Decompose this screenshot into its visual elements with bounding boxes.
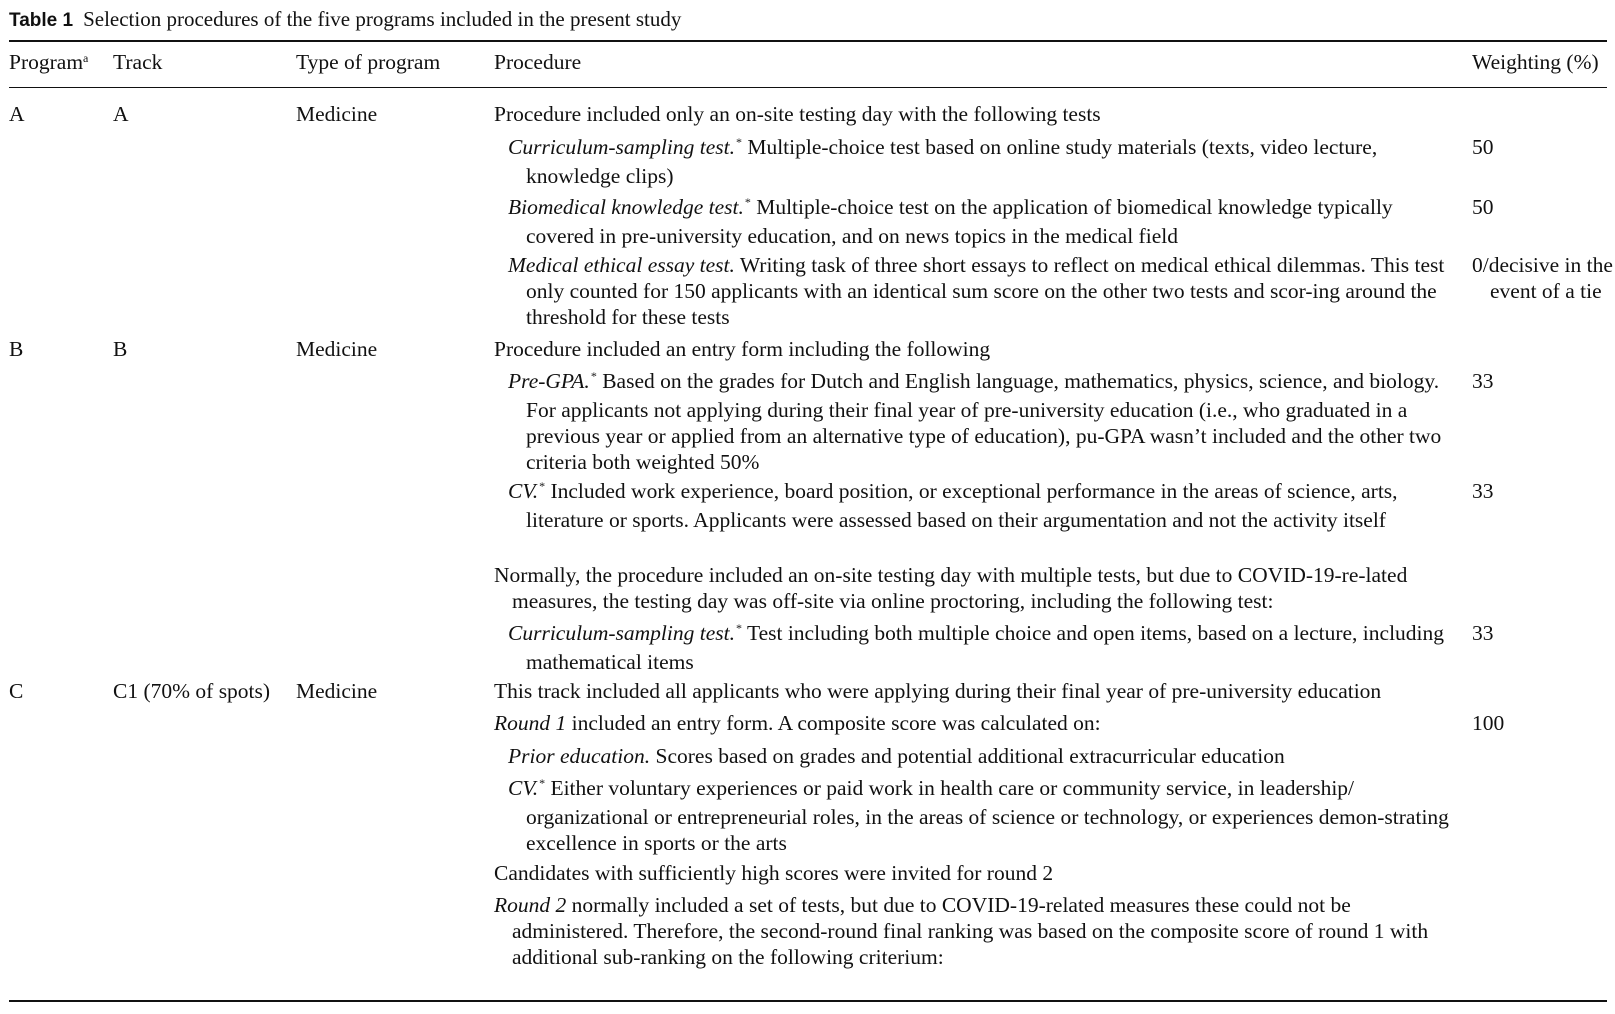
top-rule	[9, 40, 1607, 42]
row-b-program: B	[9, 337, 24, 361]
row-a-track: A	[113, 102, 129, 126]
row-c-prior-education: Prior education. Scores based on grades and potential additional extracurricular education	[508, 744, 1285, 768]
row-a-item-2: Biomedical knowledge test.* Multiple-choice test on the application of biomedical knowledge typically covered in pre-university education, and on news topics in the medical field	[508, 195, 1393, 248]
footnote-marker: a	[83, 51, 89, 65]
row-c-type: Medicine	[296, 679, 378, 703]
row-c-round2: Round 2 normally included a set of tests, but due to COVID-19-related measures these could not be administered. Therefore, the second-round final ranking was based on the composite score of round 1 with additional sub-ranking on the following criterium:	[494, 893, 1429, 969]
row-c-round1: Round 1 included an entry form. A composite score was calculated on:	[494, 711, 1101, 735]
header-program: Program$^a$	[9, 50, 89, 74]
row-c-round1-weight: 100	[1472, 711, 1505, 735]
bottom-rule	[9, 1000, 1607, 1002]
row-c-program: C	[9, 679, 24, 703]
row-a-program: A	[9, 102, 25, 126]
row-b-intro: Procedure included an entry form including the following	[494, 337, 991, 361]
row-c-cv: CV.* Either voluntary experiences or paid work in health care or community service, in leadership/ organizational or entrepreneurial roles, in the areas of science or technology, or experiences demon-strating excellence in sports or the arts	[508, 776, 1449, 855]
row-b-item-2: CV.* Included work experience, board position, or exceptional performance in the areas of science, arts, literature or sports. Applicants were assessed based on their argumentation and not the activity itself	[508, 479, 1398, 532]
row-b-weight-2: 33	[1472, 479, 1494, 503]
header-weighting: Weighting (%)	[1472, 50, 1599, 74]
row-b-weight-1: 33	[1472, 369, 1494, 393]
row-c-intro: This track included all applicants who were applying during their final year of pre-university education	[494, 679, 1382, 703]
row-a-item-3: Medical ethical essay test. Writing task of three short essays to reflect on medical ethical dilemmas. This test only counted for 150 applicants with an identical sum score on the other two tests and scor-ing around the threshold for these tests	[508, 253, 1445, 329]
row-a-intro: Procedure included only an on-site testing day with the following tests	[494, 102, 1101, 126]
row-a-weight-3: 0/decisive in the event of a tie	[1472, 253, 1613, 303]
row-a-type: Medicine	[296, 102, 378, 126]
row-a-weight-1: 50	[1472, 135, 1494, 159]
table-title: Selection procedures of the five programs included in the present study	[83, 7, 682, 31]
header-procedure: Procedure	[494, 50, 582, 74]
table-caption	[9, 6, 681, 34]
row-a-weight-2: 50	[1472, 195, 1494, 219]
row-b-item-3: Curriculum-sampling test.* Test including both multiple choice and open items, based on a lecture, including mathematical items	[508, 621, 1445, 674]
row-b-normally: Normally, the procedure included an on-site testing day with multiple tests, but due to COVID-19-re-lated measures, the testing day was off-site via online proctoring, including the following test:	[494, 563, 1408, 613]
table-label: Table 1	[9, 10, 74, 31]
row-c-candidates: Candidates with sufficiently high scores were invited for round 2	[494, 861, 1054, 885]
row-b-weight-3: 33	[1472, 621, 1494, 645]
header-type: Type of program	[296, 50, 441, 74]
header-track: Track	[113, 50, 163, 74]
row-b-type: Medicine	[296, 337, 378, 361]
row-a-item-1: Curriculum-sampling test.* Multiple-choice test based on online study materials (texts, video lecture, knowledge clips)	[508, 135, 1378, 188]
header-rule	[9, 87, 1607, 88]
row-b-track: B	[113, 337, 128, 361]
row-c-track: C1 (70% of spots)	[113, 679, 271, 703]
row-b-item-1: Pre-GPA.* Based on the grades for Dutch and English language, mathematics, physics, science, and biology. For applicants not applying during their final year of pre-university education (i.e., who graduated in a previous year or applied from an alternative type of education), pu-GPA wasn’t included and the other two criteria both weighted 50%	[508, 369, 1442, 474]
